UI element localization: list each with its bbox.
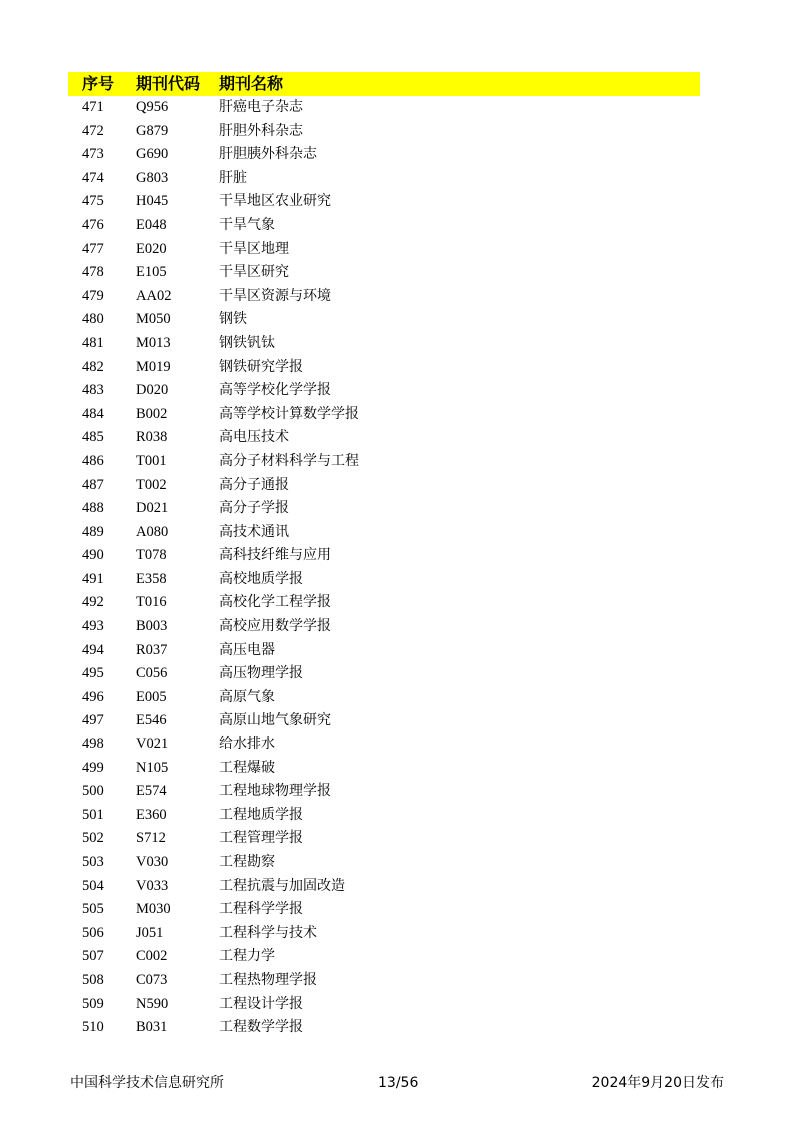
row-journal-name: 干旱气象: [219, 216, 275, 233]
table-header: [68, 72, 700, 96]
row-serial-number: 472: [82, 122, 104, 139]
table-row: [68, 190, 700, 214]
row-serial-number: 483: [82, 382, 104, 399]
row-journal-name: 高等学校计算数学学报: [219, 405, 359, 422]
row-serial-number: 488: [82, 500, 104, 517]
row-journal-name: 干旱区资源与环境: [219, 287, 331, 304]
table-row: [68, 686, 700, 710]
row-journal-name: 工程设计学报: [219, 995, 303, 1012]
row-serial-number: 499: [82, 759, 104, 776]
row-journal-code: E005: [136, 688, 167, 705]
table-row: [68, 945, 700, 969]
row-serial-number: 506: [82, 924, 104, 941]
row-journal-code: S712: [136, 830, 166, 847]
row-journal-code: G879: [136, 122, 169, 139]
table-row: [68, 733, 700, 757]
row-serial-number: 510: [82, 1019, 104, 1036]
table-row: [68, 96, 700, 120]
table-row: [68, 615, 700, 639]
row-journal-name: 肝脏: [219, 169, 247, 186]
table-row: [68, 827, 700, 851]
row-journal-code: M050: [136, 311, 171, 328]
row-serial-number: 493: [82, 618, 104, 635]
row-serial-number: 498: [82, 736, 104, 753]
row-journal-name: 高压物理学报: [219, 665, 303, 682]
row-journal-code: E574: [136, 783, 167, 800]
row-journal-code: D020: [136, 382, 169, 399]
table-row: [68, 993, 700, 1017]
row-journal-name: 给水排水: [219, 736, 275, 753]
row-journal-code: M013: [136, 334, 171, 351]
header-serial-number: 序号: [82, 74, 115, 93]
table-row: [68, 898, 700, 922]
row-serial-number: 509: [82, 995, 104, 1012]
row-journal-name: 钢铁研究学报: [219, 358, 303, 375]
row-journal-name: 高分子学报: [219, 500, 289, 517]
row-journal-name: 工程勘察: [219, 854, 275, 870]
row-journal-name: 钢铁钒钛: [219, 334, 275, 351]
table-row: [68, 214, 700, 238]
row-journal-name: 干旱地区农业研究: [219, 193, 331, 210]
row-journal-name: 高校应用数学学报: [219, 618, 331, 635]
table-row: [68, 875, 700, 899]
row-journal-code: A080: [136, 523, 169, 540]
table-row: [68, 474, 700, 498]
table-row: [68, 497, 700, 521]
row-journal-name: 高技术通讯: [219, 523, 289, 540]
row-journal-code: V021: [136, 736, 169, 753]
row-journal-name: 肝胆外科杂志: [219, 122, 303, 139]
row-serial-number: 502: [82, 830, 104, 847]
row-serial-number: 489: [82, 523, 104, 540]
table-row: [68, 544, 700, 568]
row-journal-code: R037: [136, 641, 168, 658]
row-serial-number: 497: [82, 712, 104, 729]
table-row: [68, 450, 700, 474]
table-row: [68, 757, 700, 781]
row-journal-code: T002: [136, 476, 167, 493]
row-serial-number: 492: [82, 594, 104, 611]
row-serial-number: 471: [82, 99, 104, 115]
table-row: [68, 922, 700, 946]
row-journal-name: 工程地球物理学报: [219, 783, 331, 800]
row-journal-name: 高分子材料科学与工程: [219, 452, 359, 469]
row-journal-code: T001: [136, 452, 167, 469]
row-journal-code: E105: [136, 264, 167, 281]
row-journal-code: V033: [136, 877, 169, 894]
table-row: [68, 143, 700, 167]
row-journal-name: 高原气象: [219, 688, 275, 705]
table-row: [68, 379, 700, 403]
row-journal-code: J051: [136, 924, 164, 941]
row-journal-code: M019: [136, 358, 171, 375]
journal-table-body: [68, 96, 700, 1040]
row-journal-code: N105: [136, 759, 169, 776]
row-journal-code: C073: [136, 971, 168, 988]
table-row: [68, 709, 700, 733]
row-journal-code: E358: [136, 570, 167, 587]
page-footer: [70, 1073, 724, 1093]
row-journal-name: 高科技纤维与应用: [219, 547, 331, 564]
row-journal-code: R038: [136, 429, 168, 446]
row-journal-name: 干旱区地理: [219, 240, 289, 257]
row-journal-name: 工程爆破: [219, 759, 275, 776]
row-journal-name: 工程热物理学报: [219, 971, 317, 988]
table-row: [68, 521, 700, 545]
row-journal-name: 工程科学学报: [219, 901, 303, 918]
table-row: [68, 1016, 700, 1040]
row-journal-name: 肝胆胰外科杂志: [219, 146, 317, 163]
row-serial-number: 486: [82, 452, 104, 469]
row-journal-code: C002: [136, 948, 168, 965]
row-journal-name: 工程科学与技术: [219, 924, 317, 941]
row-serial-number: 491: [82, 570, 104, 587]
row-journal-name: 高原山地气象研究: [219, 712, 331, 729]
row-serial-number: 501: [82, 806, 104, 823]
table-row: [68, 167, 700, 191]
row-serial-number: 480: [82, 311, 104, 328]
row-serial-number: 481: [82, 334, 104, 351]
table-row: [68, 403, 700, 427]
row-serial-number: 478: [82, 264, 104, 281]
row-journal-name: 工程抗震与加固改造: [219, 877, 345, 894]
row-serial-number: 503: [82, 854, 104, 870]
row-journal-code: E546: [136, 712, 167, 729]
row-serial-number: 496: [82, 688, 104, 705]
row-journal-code: M030: [136, 901, 171, 918]
table-row: [68, 851, 700, 875]
row-serial-number: 482: [82, 358, 104, 375]
row-journal-name: 高电压技术: [219, 429, 289, 446]
row-journal-name: 高压电器: [219, 641, 275, 658]
row-serial-number: 494: [82, 641, 104, 658]
row-journal-code: T016: [136, 594, 167, 611]
row-journal-name: 肝癌电子杂志: [219, 99, 303, 115]
row-serial-number: 477: [82, 240, 104, 257]
row-journal-name: 高校地质学报: [219, 570, 303, 587]
table-row: [68, 780, 700, 804]
row-journal-code: B002: [136, 405, 168, 422]
row-journal-code: D021: [136, 500, 169, 517]
row-journal-code: C056: [136, 665, 168, 682]
footer-publish-date: 2024年9月20日发布: [591, 1075, 724, 1091]
row-serial-number: 504: [82, 877, 104, 894]
row-serial-number: 490: [82, 547, 104, 564]
row-serial-number: 487: [82, 476, 104, 493]
row-serial-number: 475: [82, 193, 104, 210]
row-journal-code: T078: [136, 547, 167, 564]
table-row: [68, 308, 700, 332]
table-row: [68, 568, 700, 592]
row-journal-code: G690: [136, 146, 169, 163]
row-journal-name: 高校化学工程学报: [219, 594, 331, 611]
row-journal-code: G803: [136, 169, 169, 186]
row-journal-name: 高分子通报: [219, 476, 289, 493]
row-serial-number: 476: [82, 216, 104, 233]
row-journal-code: E020: [136, 240, 167, 257]
row-journal-code: AA02: [136, 287, 172, 304]
row-journal-code: N590: [136, 995, 169, 1012]
row-serial-number: 505: [82, 901, 104, 918]
row-serial-number: 495: [82, 665, 104, 682]
row-journal-name: 工程数学学报: [219, 1019, 303, 1036]
table-row: [68, 120, 700, 144]
row-journal-name: 工程管理学报: [219, 830, 303, 847]
row-serial-number: 474: [82, 169, 104, 186]
row-journal-code: E360: [136, 806, 167, 823]
footer-page-number: 13/56: [378, 1075, 419, 1091]
row-journal-code: E048: [136, 216, 167, 233]
table-row: [68, 591, 700, 615]
table-row: [68, 356, 700, 380]
header-journal-name: 期刊名称: [219, 74, 284, 93]
row-serial-number: 485: [82, 429, 104, 446]
table-row: [68, 639, 700, 663]
table-row: [68, 426, 700, 450]
table-row: [68, 238, 700, 262]
row-journal-code: Q956: [136, 99, 169, 115]
table-row: [68, 662, 700, 686]
row-journal-code: B031: [136, 1019, 168, 1036]
row-serial-number: 484: [82, 405, 104, 422]
row-journal-name: 干旱区研究: [219, 264, 289, 281]
row-journal-code: H045: [136, 193, 169, 210]
row-journal-name: 高等学校化学学报: [219, 382, 331, 399]
header-journal-code: 期刊代码: [136, 74, 201, 93]
row-serial-number: 473: [82, 146, 104, 163]
table-row: [68, 969, 700, 993]
table-row: [68, 261, 700, 285]
table-row: [68, 804, 700, 828]
row-serial-number: 507: [82, 948, 104, 965]
row-serial-number: 479: [82, 287, 104, 304]
row-journal-name: 工程力学: [219, 948, 275, 965]
table-row: [68, 285, 700, 309]
row-serial-number: 500: [82, 783, 104, 800]
row-serial-number: 508: [82, 971, 104, 988]
row-journal-code: B003: [136, 618, 168, 635]
row-journal-name: 工程地质学报: [219, 806, 303, 823]
table-row: [68, 332, 700, 356]
row-journal-name: 钢铁: [219, 311, 247, 328]
footer-organization: 中国科学技术信息研究所: [70, 1075, 224, 1091]
row-journal-code: V030: [136, 854, 169, 870]
